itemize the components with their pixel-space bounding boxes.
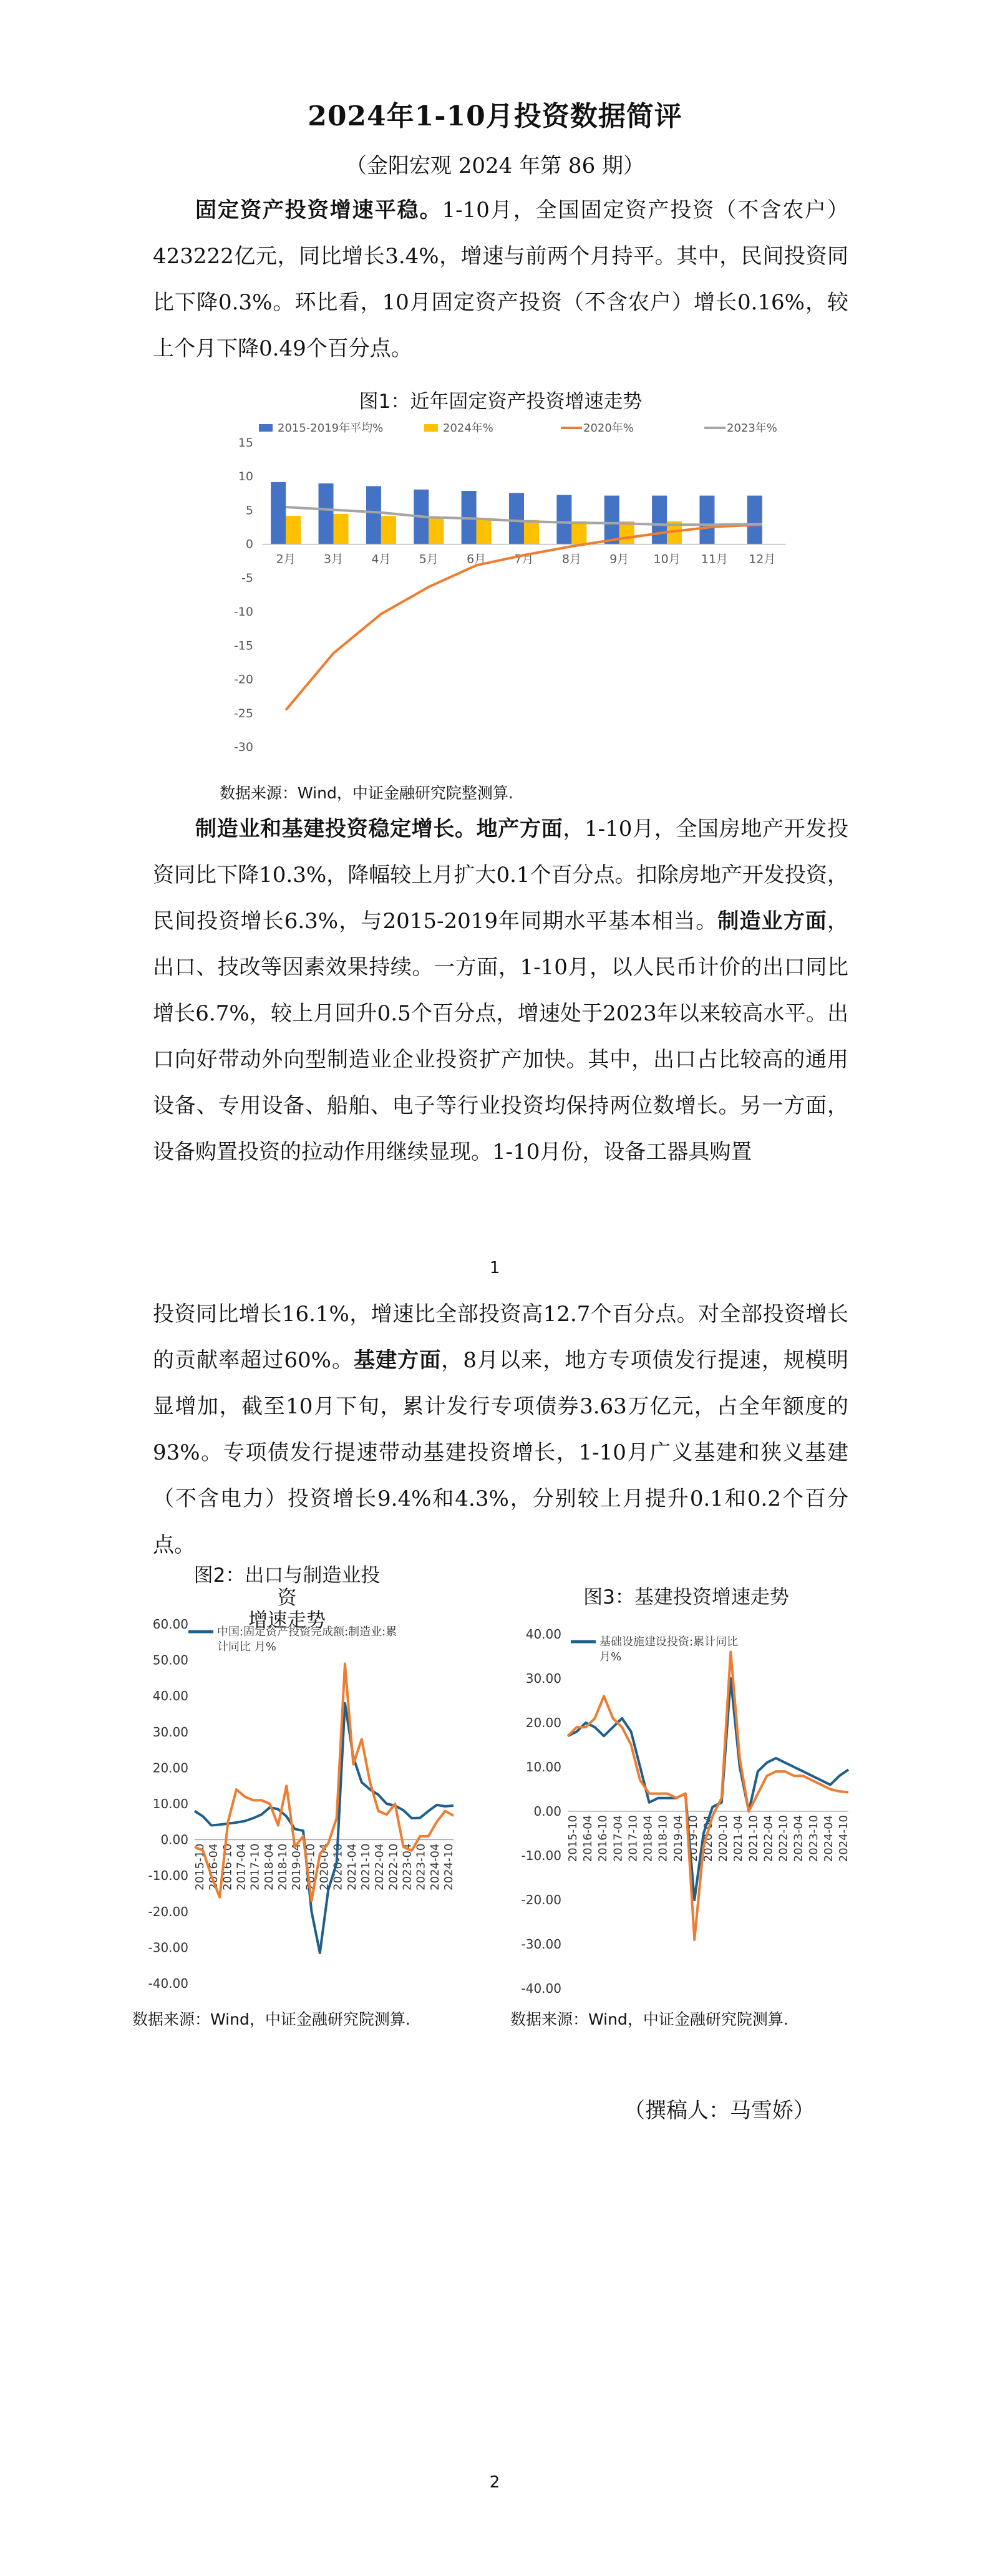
author-credit: （撰稿人：马雪娇） <box>624 2098 815 2123</box>
x-tick-label: 2017-10 <box>626 1815 640 1862</box>
paragraph-text: 投资同比增长16.1%，增速比全部投资高12.7个百分点。对全部投资增长的贡献率超过60%。 <box>153 1302 848 1373</box>
y-tick-label: 10.00 <box>525 1760 561 1775</box>
y-tick-label: 40.00 <box>525 1627 561 1642</box>
bar <box>286 516 301 545</box>
paragraph-text: 1-10月，全国固定资产投资（不含农户）423222亿元，同比增长3.4%，增速与前两个月持平。其中，民间投资同比下降0.3%。环比看，10月固定资产投资（不含农户）增长0.16%，较上个月下降0.49个百分点。 <box>153 198 848 361</box>
x-tick-label: 2020-10 <box>717 1815 730 1862</box>
paragraph-lead: 固定资产投资增速平稳。 <box>195 198 442 223</box>
x-tick-label: 2023-04 <box>400 1843 414 1891</box>
bar <box>747 496 762 545</box>
y-tick-label: -10 <box>233 605 253 619</box>
bar <box>366 486 381 544</box>
x-tick-label: 4月 <box>371 552 391 566</box>
paragraph-fixed-asset <box>153 187 848 372</box>
x-tick-label: 2015-10 <box>566 1815 580 1862</box>
x-tick-label: 2024-04 <box>428 1843 442 1891</box>
x-tick-label: 2020-04 <box>702 1815 715 1862</box>
y-tick-label: -20 <box>233 672 253 687</box>
figure-3-source: 数据来源：Wind，中证金融研究院测算. <box>510 2010 789 2028</box>
figure-1-source: 数据来源：Wind，中证金融研究院整测算. <box>220 784 513 802</box>
legend-label: 计同比 月% <box>217 1640 276 1654</box>
bar <box>477 518 492 544</box>
report-subtitle: （金阳宏观 2024 年第 86 期） <box>345 153 645 178</box>
x-tick-label: 2024-10 <box>442 1843 455 1891</box>
y-tick-label: -5 <box>241 571 253 585</box>
x-tick-label: 2022-10 <box>777 1815 790 1862</box>
x-tick-label: 2023-10 <box>414 1843 428 1891</box>
y-tick-label: 5 <box>245 503 253 518</box>
y-tick-label: -10.00 <box>521 1848 561 1863</box>
x-tick-label: 2019-04 <box>671 1815 685 1862</box>
x-tick-label: 2018-04 <box>641 1815 655 1862</box>
bar <box>699 496 714 545</box>
y-tick-label: -10.00 <box>148 1868 188 1884</box>
legend-label: 2024年% <box>443 422 493 435</box>
figure-1-chart <box>218 417 811 766</box>
x-tick-label: 2020-10 <box>331 1843 345 1891</box>
x-tick-label: 9月 <box>609 552 629 566</box>
y-tick-label: 15 <box>238 436 253 450</box>
paragraph-infrastructure <box>153 1291 848 1568</box>
figure-3-chart <box>508 1620 858 2001</box>
y-tick-label: 20.00 <box>152 1760 188 1776</box>
x-tick-label: 2015-10 <box>193 1843 206 1891</box>
x-tick-label: 2024-04 <box>822 1815 835 1862</box>
x-tick-label: 2022-04 <box>762 1815 775 1862</box>
legend-label: 2015-2019年平均% <box>278 422 384 435</box>
x-tick-label: 2024-10 <box>837 1815 850 1862</box>
legend-swatch <box>259 424 273 432</box>
paragraph-text: ，出口、技改等因素效果持续。一方面，1-10月，以人民币计价的出口同比增长6.7%，较上月回升0.5个百分点，增速处于2023年以来较高水平。出口向好带动外向型制造业企业投资扩产加快。其中，出口占比较高的通用设备、专用设备、船舶、电子等行业投资均保持两位数增长。另一方面，设备购置投资的拉动作用继续显现。1-10月份，设备工器具购置 <box>153 909 849 1165</box>
bar <box>652 496 667 545</box>
x-tick-label: 2017-04 <box>611 1815 625 1862</box>
y-tick-label: 20.00 <box>525 1715 561 1730</box>
x-tick-label: 2023-10 <box>807 1815 820 1862</box>
y-tick-label: 60.00 <box>152 1617 188 1632</box>
y-tick-label: -30.00 <box>148 1940 188 1955</box>
bar <box>429 517 444 544</box>
x-tick-label: 2016-10 <box>596 1815 610 1862</box>
x-tick-label: 2016-04 <box>581 1815 595 1862</box>
y-tick-label: -20.00 <box>148 1904 188 1919</box>
page-number: 2 <box>489 2473 500 2492</box>
figure-2-title-line2: 增速走势 <box>248 1609 326 1632</box>
x-tick-label: 2月 <box>276 552 296 566</box>
figure-2-chart <box>138 1610 463 1997</box>
series-line <box>568 1652 848 1940</box>
bar <box>604 496 619 545</box>
y-tick-label: 10.00 <box>152 1796 188 1811</box>
figure-3-title: 图3：基建投资增速走势 <box>583 1586 789 1609</box>
x-tick-label: 2019-10 <box>686 1815 700 1862</box>
x-tick-label: 7月 <box>514 552 534 566</box>
bar <box>556 495 571 545</box>
bar <box>334 514 349 545</box>
y-tick-label: 40.00 <box>152 1688 188 1704</box>
y-tick-label: -30.00 <box>521 1937 561 1952</box>
y-tick-label: -15 <box>233 639 253 653</box>
paragraph-text: ，8月以来，地方专项债发行提速，规模明显增加，截至10月下旬，累计发行专项债券3.63万亿元，占全年额度的93%。专项债发行提速带动基建投资增长，1-10月广义基建和狭义基建（不含电力）投资增长9.4%和4.3%，分别较上月提升0.1和0.2个百分点。 <box>153 1348 848 1557</box>
x-tick-label: 2019-04 <box>290 1843 304 1891</box>
bar <box>271 482 286 545</box>
x-tick-label: 2018-10 <box>276 1843 289 1891</box>
x-tick-label: 2016-04 <box>207 1843 221 1891</box>
figure-2-source: 数据来源：Wind，中证金融研究院测算. <box>132 2010 410 2028</box>
x-tick-label: 5月 <box>419 552 439 566</box>
x-tick-label: 2021-04 <box>732 1815 745 1862</box>
paragraph-lead: 制造业和基建投资稳定增长。 <box>195 816 477 841</box>
x-tick-label: 2017-10 <box>248 1843 262 1891</box>
x-tick-label: 2018-04 <box>262 1843 276 1891</box>
y-tick-label: -30 <box>233 740 253 754</box>
x-tick-label: 8月 <box>561 552 581 566</box>
x-tick-label: 2019-10 <box>304 1843 318 1891</box>
x-tick-label: 2021-04 <box>345 1843 359 1891</box>
y-tick-label: 0.00 <box>533 1804 561 1819</box>
y-tick-label: -40.00 <box>521 1981 561 1996</box>
paragraph-text: ，1-10月，全国房地产开发投资同比下降10.3%，降幅较上月扩大0.1个百分点。扣除房地产开发投资，民间投资增长6.3%，与2015-2019年同期水平基本相当。 <box>153 816 849 934</box>
section-lead-manufacturing: 制造业方面 <box>717 909 828 934</box>
legend-label: 2020年% <box>583 422 634 435</box>
legend-label: 基础设施建设投资:累计同比 <box>599 1635 739 1649</box>
y-tick-label: 0.00 <box>160 1832 188 1847</box>
y-tick-label: 30.00 <box>152 1724 188 1740</box>
legend-label: 2023年% <box>727 422 777 435</box>
bar <box>571 521 586 545</box>
figure-2-title-line1: 图2：出口与制造业投资 <box>193 1564 381 1609</box>
legend-label: 中国:固定资产投资完成额:制造业:累 <box>217 1625 397 1639</box>
x-tick-label: 2023-04 <box>792 1815 805 1862</box>
bar <box>524 520 539 545</box>
x-tick-label: 2018-10 <box>656 1815 670 1862</box>
legend-label: 月% <box>599 1650 622 1663</box>
y-tick-label: -20.00 <box>521 1892 561 1907</box>
x-tick-label: 2021-10 <box>359 1843 372 1891</box>
x-tick-label: 12月 <box>749 552 776 566</box>
x-tick-label: 2017-04 <box>235 1843 248 1891</box>
x-tick-label: 6月 <box>467 552 487 566</box>
x-tick-label: 2016-10 <box>221 1843 235 1891</box>
section-lead-infrastructure: 基建方面 <box>354 1348 442 1373</box>
y-tick-label: 10 <box>238 470 253 484</box>
y-tick-label: 50.00 <box>152 1652 188 1668</box>
y-tick-label: -40.00 <box>148 1976 188 1991</box>
series-line <box>195 1703 454 1953</box>
bar <box>381 516 396 545</box>
paragraph-manufacturing <box>153 806 848 1175</box>
y-tick-label: 30.00 <box>525 1671 561 1686</box>
y-tick-label: -25 <box>233 706 253 720</box>
figure-1-title: 图1：近年固定资产投资增速走势 <box>359 390 643 413</box>
x-tick-label: 2021-10 <box>747 1815 760 1862</box>
legend-swatch <box>424 424 438 432</box>
x-tick-label: 3月 <box>323 552 344 566</box>
page-number: 1 <box>489 1259 500 1277</box>
section-lead-property: 地产方面 <box>476 816 563 841</box>
bar <box>319 483 334 545</box>
x-tick-label: 2020-04 <box>318 1843 331 1891</box>
x-tick-label: 11月 <box>701 552 729 566</box>
x-tick-label: 10月 <box>653 552 681 566</box>
x-tick-label: 2022-10 <box>387 1843 400 1891</box>
report-title: 2024年1-10月投资数据简评 <box>308 100 682 132</box>
x-tick-label: 2022-04 <box>373 1843 387 1891</box>
bar <box>509 493 524 544</box>
y-tick-label: 0 <box>245 537 253 551</box>
